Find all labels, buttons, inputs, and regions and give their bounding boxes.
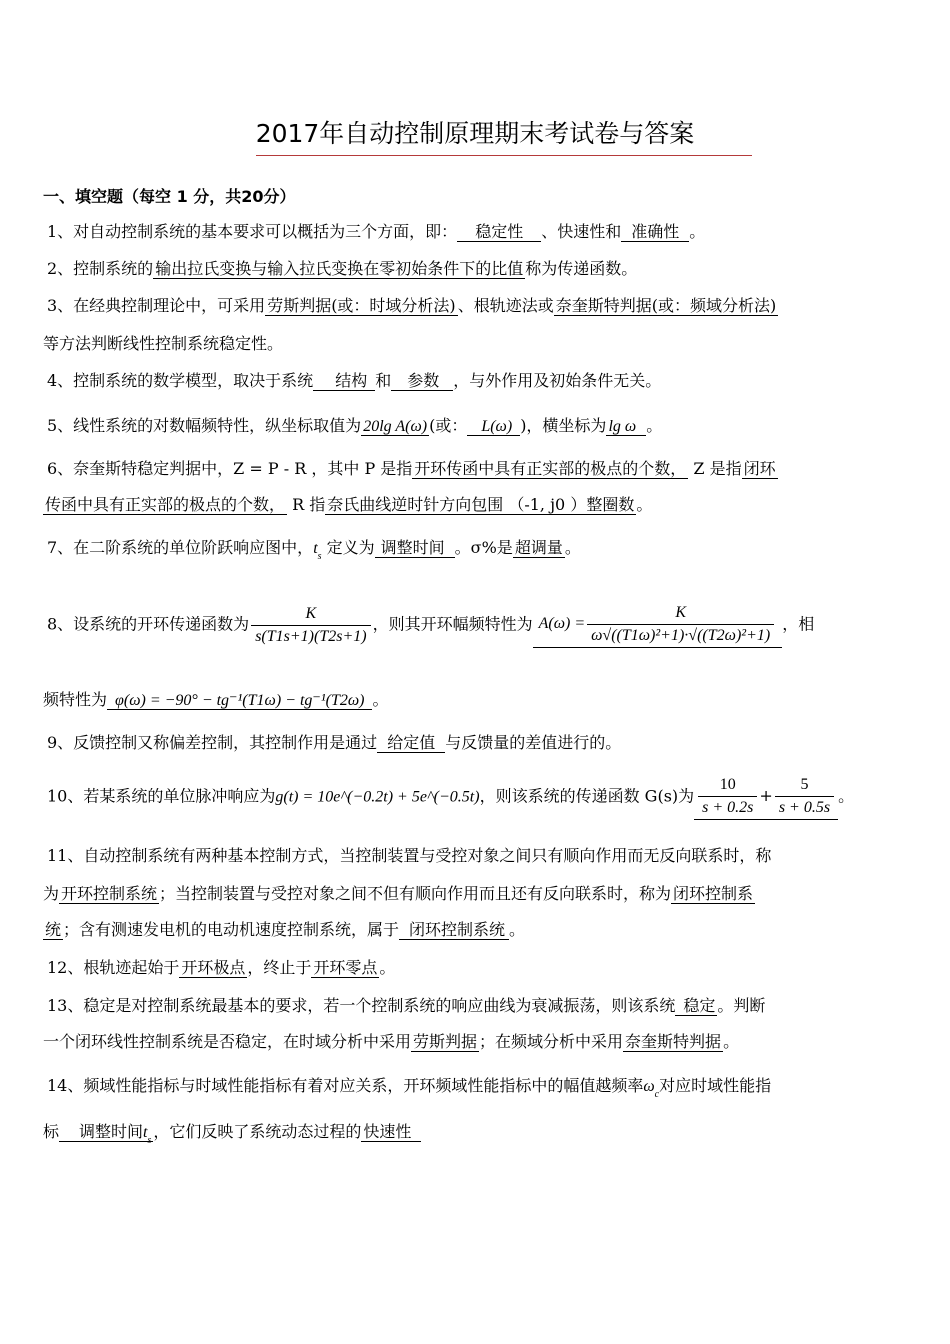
question-8: 8、设系统的开环传递函数为 $\frac{K}{s(T1s+1)(T2s+1)}$ ，则其开环幅频特性为 A(ω) = $\frac{K}{\text{ω√((T1ω)²+1)·√((T2ω)²+1)}}$ ，相 — [47, 602, 814, 648]
answer-blank: 传函中具有正实部的极点的个数， — [45, 495, 286, 514]
answer-blank: 超调量 — [514, 538, 563, 557]
answer-blank: 开环控制系统 — [61, 884, 158, 903]
title-underline — [256, 155, 752, 156]
question-5: 5、线性系统的对数幅频特性，纵坐标取值为 20lg A(ω) (或： L(ω) )，横坐标为 lg ω 。 — [47, 416, 663, 435]
question-6-cont: 传函中具有正实部的极点的个数， R 指 奈氏曲线逆时针方向包围 （-1, j0 ）整圈数 。 — [45, 495, 653, 514]
question-9: 9、反馈控制又称偏差控制，其控制作用是通过 给定值 与反馈量的差值进行的。 — [47, 733, 622, 752]
question-11: 11、自动控制系统有两种基本控制方式，当控制装置与受控对象之间只有顺向作用而无反向联系时，称 — [47, 846, 772, 865]
question-7: 7、在二阶系统的单位阶跃响应图中，$t_s$ 定义为 调整时间 。σ%是 超调量 。 — [47, 538, 581, 562]
answer-blank: 开环极点 — [181, 958, 246, 977]
answer-blank: 开环零点 — [313, 958, 378, 977]
question-14: 14、频域性能指标与时域性能指标有着对应关系，开环频域性能指标中的幅值越频率$\omega_c$对应时域性能指 — [47, 1076, 772, 1100]
answer-blank-amplitude: A(ω) = $\frac{K}{\text{ω√((T1ω)²+1)·√((T2ω)²+1)}}$ — [533, 602, 783, 648]
answer-blank: $\frac{10}{s + 0.2s}$ + $\frac{5}{s + 0.5s}$ — [694, 774, 838, 820]
question-11-cont-2: 统 ；含有测速发电机的电动机速度控制系统，属于 闭环控制系统 。 — [45, 920, 526, 939]
answer-blank: 调整时间 — [375, 538, 455, 558]
question-3: 3、在经典控制理论中，可采用 劳斯判据(或：时域分析法) 、根轨迹法或 奈奎斯特判据(或：频域分析法) — [47, 296, 777, 315]
answer-blank: 准确性 — [621, 222, 689, 242]
question-10: 10、若某系统的单位脉冲响应为g(t) = 10e^(−0.2t) + 5e^(−0.5t)，则该系统的传递函数 G(s)为 $\frac{10}{s + 0.2s}$ + $\frac{5}{s + 0.5s}$ 。 — [47, 774, 854, 820]
answer-blank: 稳定性 — [457, 222, 541, 242]
answer-blank-phase: φ(ω) = −90° − tg⁻¹(T1ω) − tg⁻¹(T2ω) — [107, 692, 372, 710]
answer-blank: 快速性 — [361, 1122, 421, 1142]
question-8-cont: 频特性为 φ(ω) = −90° − tg⁻¹(T1ω) − tg⁻¹(T2ω) 。 — [43, 690, 389, 709]
question-14-cont: 标 调整时间$t_s$ ，它们反映了系统动态过程的 快速性 — [43, 1122, 421, 1151]
question-13: 13、稳定是对控制系统最基本的要求，若一个控制系统的响应曲线为衰减振荡，则该系统 稳定 。判断 — [47, 996, 766, 1015]
section-heading-fill-in: 一、填空题（每空 1 分，共20分） — [43, 187, 296, 206]
answer-blank: 20lg A(ω) — [363, 418, 428, 435]
answer-blank: 参数 — [391, 371, 453, 391]
answer-blank: 结构 — [313, 371, 375, 391]
answer-blank: 闭环控制系 — [673, 884, 754, 903]
answer-blank: 奈奎斯特判据(或：频域分析法) — [555, 296, 777, 315]
answer-blank: L(ω) — [467, 418, 520, 436]
page-title: 2017年自动控制原理期末考试卷与答案 — [255, 119, 695, 148]
question-13-cont: 一个闭环线性控制系统是否稳定，在时域分析中采用 劳斯判据 ；在频域分析中采用 奈奎斯特判据 。 — [43, 1032, 740, 1051]
question-6: 6、奈奎斯特稳定判据中，Z = P - R ，其中 P 是指 开环传函中具有正实部的极点的个数， Z 是指 闭环 — [47, 459, 776, 478]
question-12: 12、根轨迹起始于 开环极点 ，终止于 开环零点 。 — [47, 958, 396, 977]
answer-blank: 稳定 — [675, 996, 717, 1016]
answer-blank: 闭环控制系统 — [399, 920, 509, 940]
answer-blank: 劳斯判据 — [413, 1032, 478, 1051]
question-11-cont-1: 为 开环控制系统 ；当控制装置与受控对象之间不但有顺向作用而且还有反向联系时，称为 闭环控制系 — [43, 884, 754, 903]
answer-blank: lg ω — [606, 418, 646, 436]
answer-blank: 奈奎斯特判据 — [625, 1032, 722, 1051]
answer-blank: 闭环 — [743, 459, 776, 478]
answer-blank: 输出拉氏变换与输入拉氏变换在零初始条件下的比值 — [155, 259, 524, 278]
question-4: 4、控制系统的数学模型，取决于系统 结构 和 参数 ，与外作用及初始条件无关。 — [47, 371, 662, 390]
answer-blank: 统 — [45, 920, 62, 939]
answer-blank: 奈氏曲线逆时针方向包围 （-1, j0 ）整圈数 — [327, 495, 635, 514]
answer-blank: 调整时间$t_s$ — [59, 1122, 153, 1142]
question-3-cont: 等方法判断线性控制系统稳定性。 — [43, 334, 284, 353]
answer-blank: 劳斯判据(或：时域分析法) — [267, 296, 456, 315]
question-1: 1、对自动控制系统的基本要求可以概括为三个方面，即： 稳定性 、快速性和 准确性 。 — [47, 222, 706, 241]
question-2: 2、控制系统的 输出拉氏变换与输入拉氏变换在零初始条件下的比值 称为传递函数。 — [47, 259, 638, 278]
answer-blank: 给定值 — [377, 733, 445, 753]
answer-blank: 开环传函中具有正实部的极点的个数， — [414, 459, 687, 478]
open-loop-transfer-function: $\frac{K}{s(T1s+1)(T2s+1)}$ — [251, 603, 370, 648]
